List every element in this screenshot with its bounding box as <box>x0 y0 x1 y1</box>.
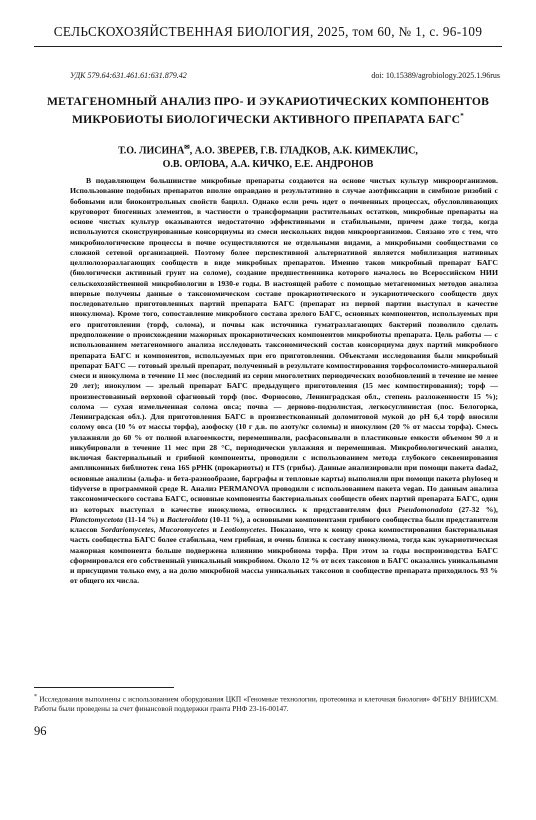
article-title <box>44 95 492 127</box>
running-head: СЕЛЬСКОХОЗЯЙСТВЕННАЯ БИОЛОГИЯ, 2025, том 60, № 1, с. 96-109 <box>53 24 483 39</box>
abstract-text: В подавляющем большинстве микробные препараты создаются на основе чистых культур микроорганизмов. Использование подобных препаратов вполне оправдано и результативно в случае азотфиксации в симбиозе ризобий с бобовыми или биоконтрольных свойств бацилл. Однако если речь идет о почвенных процессах, обусловливающих круговорот биогенных элементов, в частности о трансформации растительных остатков, микробные препараты на основе чистых культур оказываются недостаточно эффективными и стабильными, причем даже тогда, когда используются сконструированные консорциумы из смеси нескольких видов микроорганизмов. Связано это с тем, что микробиологические процессы в почве осуществляются не отдельными видами, а микробными сообществами со сложной сетевой организацией. Поэтому более перспективной альтернативой является мобилизация нативных целлюлозоразлагающих сообществ в виде микробных препаратов. Именно таков микробный препарат БАГС (биологически активный грунт на соломе), создание предшественника которого началось во Всероссийском НИИ сельскохозяйственной микробиологии в 1930-е годы. В настоящей работе с помощью метагеномных методов анализа впервые получены данные о таксономическом составе прокариотического и эукариотического сообществ двух последовательно приготовленных партий препарата БАГС (препарат из первой партии выступал в качестве инокулюма). Кроме того, сопоставление микробного состава зрелого БАГС, основных компонентов, используемых при его приготовлении (торф, солома), и почвы как источника гуматразлагающих бактерий позволило сделать предположение о происхождении мажорных прокариотических компонентов микробиоты препарата. Цель работы — с использованием метагеномного анализа исследовать таксономический состав консорциума двух партий микробного препарата БАГС и компонентов, используемых при его приготовлении. Объектами исследования были микробный препарат БАГС — готовый зрелый препарат, полученный в результате компостирования торфосоломисто-минеральной смеси и инокулюма в течение 11 мес (последний из серии многолетних периодических возобновлений в течение не менее 20 лет); инокулюм — зрелый препарат БАГС предыдущего приготовления (15 мес компостирования); торф — произвестованный верховой сфагновый торф (пос. Форносово, Ленинградская обл., степень разложенности 15 %); солома — сухая измельченная солома овса; почва — дерново-подзолистая, легкосуглинистая (пос. Белогорка, Ленинградская обл.). Для приготовления БАГС в произвесткованный доломитовой мукой до pH 6,4 торф вносили солому овса (10 % от массы торфа), азофоску (10 г д.в. по азоту/кг соломы) и инокулюм (20 % от массы торфа). Смесь увлажняли до 60 % от полной влагоемкости, перемешивали, расфасовывали в пластиковые емкости объемом 90 л и инкубировали в течение 11 мес при 28 °С, периодически увлажняя и перемешивая. Микробиологический анализ, включая бактериальный и грибной компоненты, проводили с использованием метода глубокого секвенирования ампликонных библиотек гена 16S рРНК (прокариоты) и ITS (грибы). Данные анализировали при помощи пакета dada2, основные анализы (альфа- и бета-разнообразие, барграфы и тепловые карты) выполняли при помощи пакета phyloseq и tidyverse в программной среде R. Анализ PERMANOVA проводили с использованием пакета vegan. По данным анализа таксономического состава БАГС, основные компоненты бактериальных сообществ обеих партий препарата БАГС, один из которых выступал в качестве инокулюма, относились к представителям фил <box>70 176 498 514</box>
abstract-text: (11-14 %) и <box>122 514 167 524</box>
taxon-name: Planctomycetota <box>70 514 123 524</box>
abstract-text: и <box>209 525 220 535</box>
taxon-name: Leotiomycetes <box>219 525 266 535</box>
author-line-1 <box>44 141 492 158</box>
taxon-name: Bacteroidota <box>166 514 208 524</box>
abstract-text: (27-32 %), <box>452 504 498 514</box>
footnote <box>34 693 498 714</box>
footnote-divider <box>34 687 174 688</box>
abstract-text: (10-11 %), а основными компонентами грибного сообщества были представители классов <box>70 514 499 535</box>
header-divider <box>34 46 502 47</box>
envelope-icon: ✉ <box>184 144 190 151</box>
corresponding-author: Т.О. ЛИСИНА <box>118 145 185 157</box>
abstract <box>70 176 498 587</box>
taxon-name: Mucoromycetes <box>158 525 210 535</box>
taxon-name: Sordariomycetes <box>100 525 154 535</box>
abstract-text: , <box>153 525 159 535</box>
udk-code: УДК 579.64:631.461.61:631.879.42 <box>70 71 187 80</box>
footnote-mark: * <box>34 694 38 700</box>
taxon-name: Pseudomonadota <box>397 504 453 514</box>
footnote-text: Исследования выполнены с использованием оборудования ЦКП «Геномные технологии, протеомика и клеточная биология» ФГБНУ ВНИИСХМ. Работы были проведены за счет финансовой поддержки гранта РНФ 23-16-00147. <box>34 694 499 714</box>
authors-rest: , А.О. ЗВЕРЕВ, Г.В. ГЛАДКОВ, А.К. КИМЕКЛИС, <box>189 145 418 157</box>
author-line-2: О.В. ОРЛОВА, А.А. КИЧКО, Е.Е. АНДРОНОВ <box>162 158 374 170</box>
doi-link[interactable]: doi: 10.15389/agrobiology.2025.1.96rus <box>371 71 500 80</box>
article-title-text: МЕТАГЕНОМНЫЙ АНАЛИЗ ПРО- И ЭУКАРИОТИЧЕСКИХ КОМПОНЕНТОВ МИКРОБИОТЫ БИОЛОГИЧЕСКИ АКТИВНОГО ПРЕПАРАТА БАГС <box>46 95 490 127</box>
title-footnote-mark: * <box>460 112 464 121</box>
page-number: 96 <box>34 724 47 738</box>
author-list <box>44 141 492 172</box>
article-meta <box>70 71 500 80</box>
abstract-text: . Показано, что к концу срока компостирования бактериальная часть сообщества БАГС более стабильна, чем грибная, и очень близка к составу инокулюма, тогда как эукариотическая мажорная компонента больше подвержена влиянию микробиома торфа. При этом за годы воспроизводства БАГС сформировался его собственный уникальный микробиом. Около 12 % от всех таксонов в БАГС оказались уникальными и присущими только ему, а на долю микробной массы уникальных таксонов в сообществе препарата приходилось 93 % от общего их числа. <box>70 525 498 586</box>
